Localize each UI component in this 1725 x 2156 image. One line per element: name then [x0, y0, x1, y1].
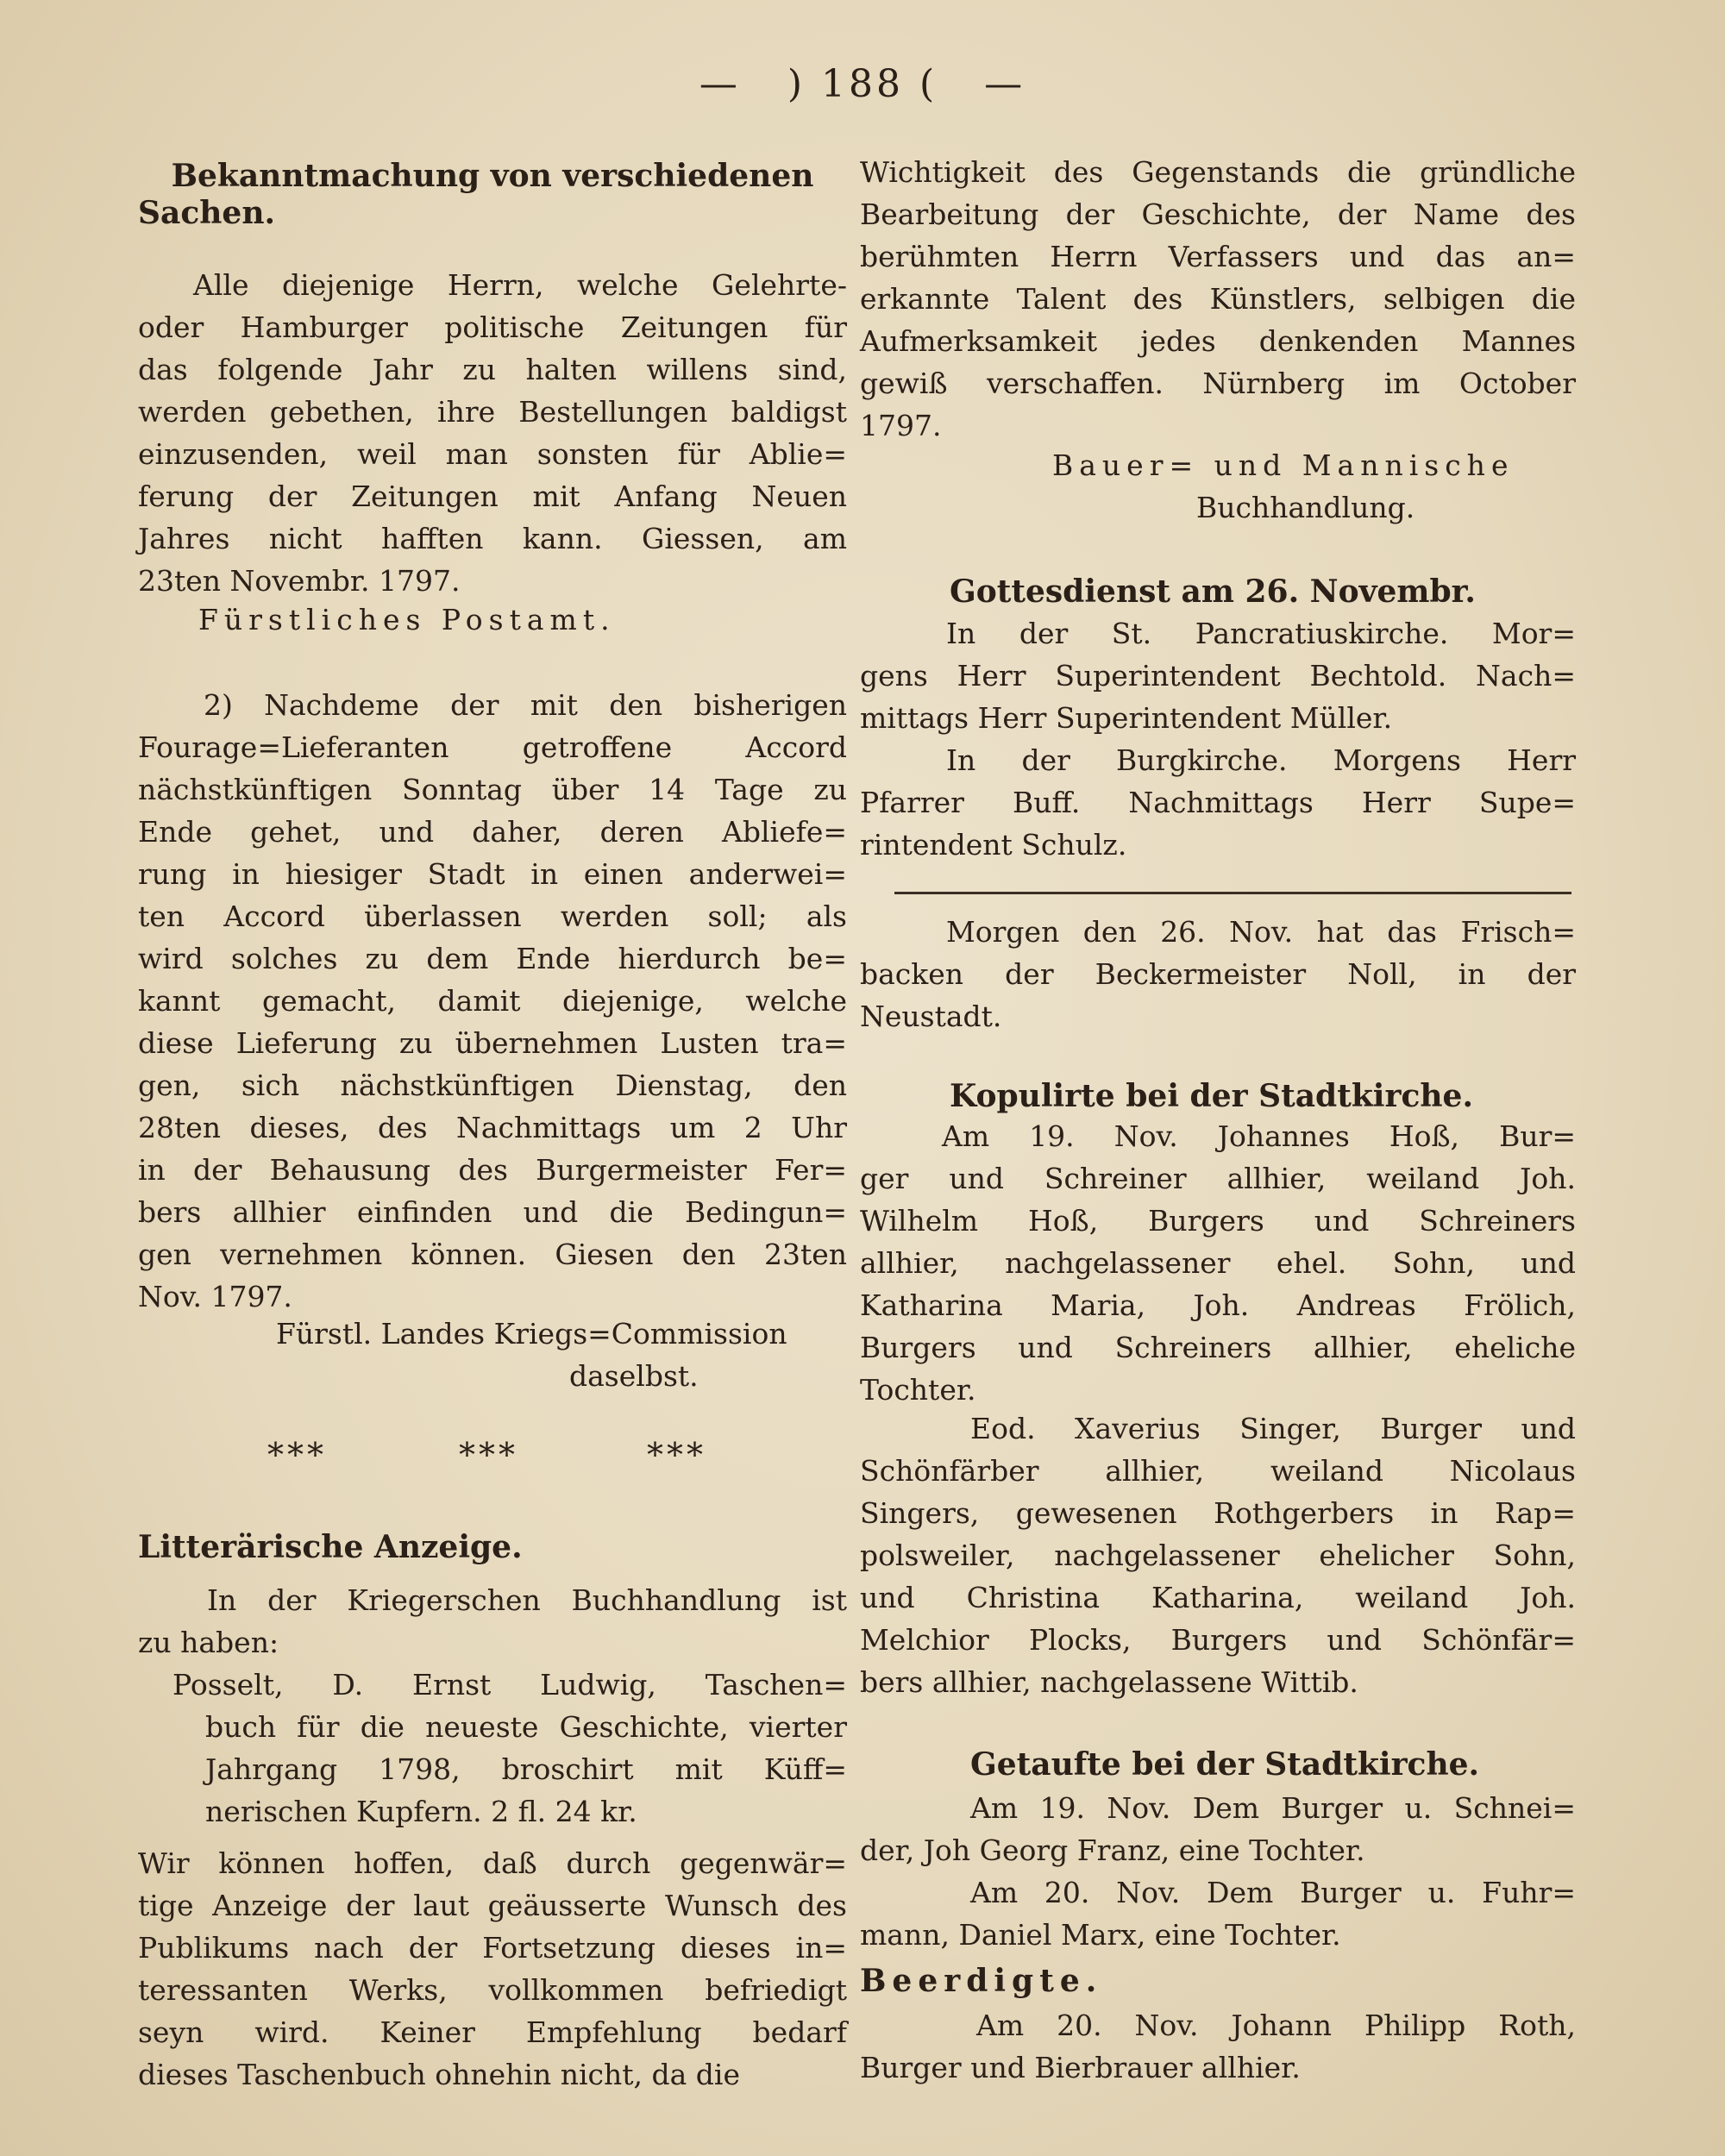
notice-heading — [138, 158, 847, 232]
text-line: mittags Herr Superintendent Müller. — [860, 701, 1393, 735]
text-line: seyn wird. Keiner Empfehlung bedarf — [138, 2015, 847, 2049]
text-line: oder Hamburger politische Zeitungen für — [138, 310, 847, 344]
text-line: in der Behausung des Burgermeister Fer= — [138, 1153, 847, 1187]
baptized-heading — [860, 1744, 1576, 1786]
text-line: Posselt, D. Ernst Ludwig, Taschen= — [172, 1668, 847, 1702]
service-pancratius — [860, 612, 1576, 739]
baptized-entry — [860, 1787, 1576, 1871]
text-line: Wichtigkeit des Gegenstands die gründliche — [860, 155, 1576, 189]
text-line: Sachen. — [138, 195, 276, 231]
text-line: erkannte Talent des Künstlers, selbigen die — [860, 282, 1576, 316]
text-line: Nov. 1797. — [138, 1280, 292, 1313]
text-line: Burgers und Schreiners allhier, eheliche — [860, 1331, 1576, 1364]
notice-postal-signature — [138, 599, 847, 641]
section-divider — [894, 892, 1571, 894]
text-line: backen der Beckermeister Noll, in der — [860, 957, 1576, 991]
text-line: Morgen den 26. Nov. hat das Frisch= — [946, 915, 1576, 949]
text-line: Bekanntmachung von verschiedenen — [171, 158, 814, 194]
text-line: Eod. Xaverius Singer, Burger und — [970, 1412, 1576, 1445]
text-line: 23ten Novembr. 1797. — [138, 564, 461, 598]
text-line: 1797. — [860, 409, 942, 442]
text-line: Jahres nicht hafften kann. Giessen, am — [138, 522, 847, 555]
text-line: Gottesdienst am 26. Novembr. — [950, 573, 1476, 610]
text-line: Buchhandlung. — [1196, 491, 1415, 524]
text-line: daselbst. — [569, 1359, 699, 1393]
text-line: Burger und Bierbrauer allhier. — [860, 2051, 1301, 2084]
text-line: zu haben: — [138, 1626, 279, 1659]
text-line: mann, Daniel Marx, eine Tochter. — [860, 1918, 1341, 1952]
right-column — [860, 0, 1576, 2156]
page-number: ) 188 ( — [787, 62, 938, 106]
text-line: Pfarrer Buff. Nachmittags Herr Supe= — [860, 786, 1576, 819]
text-line: ten Accord überlassen werden soll; als — [138, 899, 847, 933]
text-line: In der St. Pancratiuskirche. Mor= — [946, 617, 1576, 650]
text-line: buch für die neueste Geschichte, vierter — [205, 1710, 847, 1744]
text-line: Fürstliches Postamt. — [198, 603, 616, 636]
book-entry — [138, 1664, 847, 1833]
text-line: Am 20. Nov. Dem Burger u. Fuhr= — [970, 1876, 1576, 1909]
buried-entry — [860, 2004, 1576, 2089]
text-line: Ende gehet, und daher, deren Abliefe= — [138, 815, 847, 849]
separator-asterisks: *** — [459, 1436, 518, 1474]
text-line: 28ten dieses, des Nachmittags um 2 Uhr — [138, 1111, 847, 1144]
text-line: und Christina Katharina, weiland Joh. — [860, 1581, 1576, 1614]
married-entry — [860, 1115, 1576, 1411]
text-line: gen vernehmen können. Giesen den 23ten — [138, 1238, 847, 1271]
text-line: rung in hiesiger Stadt in einen anderwei= — [138, 857, 847, 891]
service-heading — [860, 571, 1576, 613]
text-line: Am 19. Nov. Dem Burger u. Schnei= — [970, 1791, 1576, 1825]
text-line: Alle diejenige Herrn, welche Gelehrte- — [193, 268, 847, 302]
text-line: berühmten Herrn Verfassers und das an= — [860, 240, 1576, 273]
header-dash-right: — — [984, 62, 1026, 106]
text-line: Katharina Maria, Joh. Andreas Frölich, — [860, 1288, 1576, 1322]
text-line: Aufmerksamkeit jedes denkenden Mannes — [860, 324, 1576, 358]
left-column — [138, 0, 847, 2156]
text-line: Publikums nach der Fortsetzung dieses in= — [138, 1931, 847, 1965]
text-line: Wir können hoffen, daß durch gegenwär= — [138, 1846, 847, 1880]
text-line: Getaufte bei der Stadtkirche. — [970, 1746, 1480, 1783]
buried-heading — [860, 1960, 1576, 2002]
text-line: Beerdigte. — [860, 1963, 1103, 1999]
text-line: Wilhelm Hoß, Burgers und Schreiners — [860, 1204, 1576, 1238]
text-line: werden gebethen, ihre Bestellungen baldigst — [138, 395, 847, 429]
text-line: Bearbeitung der Geschichte, der Name des — [860, 197, 1576, 231]
text-line: Fourage=Lieferanten getroffene Accord — [138, 730, 847, 764]
text-line: rintendent Schulz. — [860, 828, 1127, 862]
text-line: Bauer= und Mannische — [1052, 448, 1515, 482]
text-line: dieses Taschenbuch ohnehin nicht, da die — [138, 2058, 741, 2091]
married-heading — [860, 1075, 1576, 1118]
text-line: ferung der Zeitungen mit Anfang Neuen — [138, 479, 847, 513]
baptized-entry — [860, 1871, 1576, 1956]
text-line: Singers, gewesenen Rothgerbers in Rap= — [860, 1496, 1576, 1530]
text-line: In der Kriegerschen Buchhandlung ist — [207, 1583, 847, 1617]
text-line: Tochter. — [860, 1373, 976, 1407]
text-line: nächstkünftigen Sonntag über 14 Tage zu — [138, 773, 847, 806]
text-line: nerischen Kupfern. 2 fl. 24 kr. — [205, 1795, 637, 1828]
literary-heading — [138, 1526, 847, 1569]
text-line: ger und Schreiner allhier, weiland Joh. — [860, 1162, 1576, 1195]
literary-continued — [860, 151, 1576, 447]
text-line: bers allhier, nachgelassene Wittib. — [860, 1665, 1358, 1699]
text-line: Schönfärber allhier, weiland Nicolaus — [860, 1454, 1576, 1488]
notice-postal-text — [138, 264, 847, 602]
text-line: diese Lieferung zu übernehmen Lusten tra= — [138, 1026, 847, 1060]
text-line: der, Joh Georg Franz, eine Tochter. — [860, 1833, 1365, 1867]
literary-intro — [138, 1579, 847, 1664]
text-line: Am 20. Nov. Johann Philipp Roth, — [976, 2009, 1576, 2042]
text-line: gewiß verschaffen. Nürnberg im October — [860, 367, 1576, 400]
bookshop-signature — [860, 444, 1576, 529]
text-line: gens Herr Superintendent Bechtold. Nach= — [860, 659, 1576, 693]
text-line: das folgende Jahr zu halten willens sind, — [138, 353, 847, 386]
text-line: Kopulirte bei der Stadtkirche. — [950, 1078, 1473, 1114]
bakery-notice — [860, 911, 1576, 1037]
text-line: einzusenden, weil man sonsten für Ablie= — [138, 437, 847, 471]
text-line: Am 19. Nov. Johannes Hoß, Bur= — [942, 1119, 1576, 1153]
text-line: bers allhier einfinden und die Bedingun= — [138, 1195, 847, 1229]
text-line: allhier, nachgelassener ehel. Sohn, und — [860, 1246, 1576, 1280]
text-line: gen, sich nächstkünftigen Dienstag, den — [138, 1069, 847, 1102]
text-line: polsweiler, nachgelassener ehelicher Sohn, — [860, 1539, 1576, 1572]
text-line: wird solches zu dem Ende hierdurch be= — [138, 942, 847, 975]
text-line: Jahrgang 1798, broschirt mit Küff= — [205, 1752, 847, 1786]
text-line: 2) Nachdeme der mit den bisherigen — [204, 688, 847, 722]
text-line: tige Anzeige der laut geäusserte Wunsch des — [138, 1889, 847, 1922]
notice-fourage-signature — [138, 1313, 847, 1397]
separator-asterisks: *** — [267, 1436, 327, 1474]
header-dash-left: — — [699, 62, 741, 106]
text-line: Neustadt. — [860, 1000, 1002, 1033]
text-line: Litterärische Anzeige. — [138, 1529, 523, 1565]
notice-fourage-text — [138, 684, 847, 1318]
text-line: Melchior Plocks, Burgers und Schönfär= — [860, 1623, 1576, 1657]
text-line: kannt gemacht, damit diejenige, welche — [138, 984, 847, 1018]
married-entry — [860, 1407, 1576, 1703]
literary-body — [138, 1842, 847, 2096]
service-burgkirche — [860, 739, 1576, 866]
separator-asterisks: *** — [647, 1436, 706, 1474]
text-line: teressanten Werks, vollkommen befriedigt — [138, 1973, 847, 2007]
text-line: Fürstl. Landes Kriegs=Commission — [276, 1317, 787, 1351]
text-line: In der Burgkirche. Morgens Herr — [946, 743, 1576, 777]
